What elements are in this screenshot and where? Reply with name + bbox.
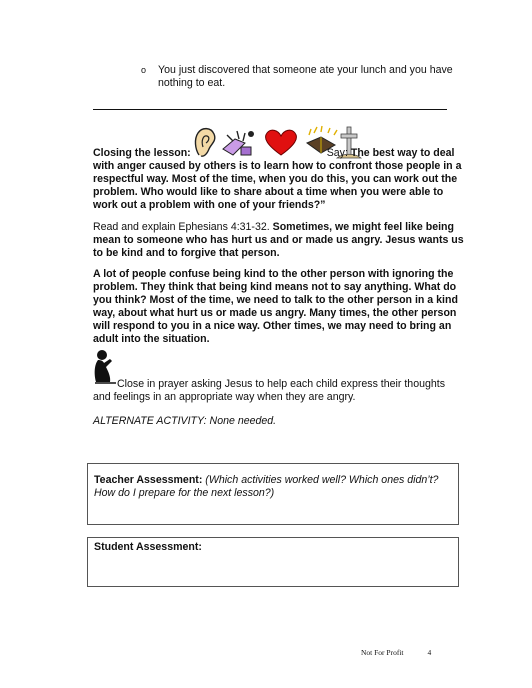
- student-assessment-box[interactable]: [87, 537, 459, 587]
- prayer-text: Close in prayer asking Jesus to help each child express their thoughts and feelings in an appropriate way when they are angry.: [93, 378, 445, 403]
- kindness-paragraph: A lot of people confuse being kind to the other person with ignoring the problem. They think that being kind means not to say anything. What do you think? Most of the time, we need to talk to the other person in a kind way, about what hurt us or made us angry. Many times, the other person will respond to you in a nice way. Other times, we may need to bring an adult into the situation.: [93, 268, 458, 345]
- teacher-assessment-box[interactable]: [87, 463, 459, 525]
- ephesians-text: Sometimes, we might feel like being mean to someone who has hurt us and or made us angry. Jesus wants us to be kind and to forgive that person.: [93, 221, 464, 259]
- teacher-assessment-label: Teacher Assessment:: [94, 474, 203, 486]
- closing-label: Closing the lesson:: [93, 147, 191, 159]
- ephesians-lead: Read and explain Ephesians 4:31-32.: [93, 221, 270, 233]
- closing-text: The best way to deal with anger caused by others is to learn how to confront those people in a respectful way. Most of the time, when you do this, you can work out the problem. Who would like to share about a time when you were able to work out a problem with one of your friends?”: [93, 147, 462, 211]
- scenario-text: You just discovered that someone ate your lunch and you have nothing to eat.: [158, 64, 453, 89]
- footer-text: Not For Profit: [361, 648, 404, 657]
- student-assessment-label: Student Assessment:: [94, 541, 202, 553]
- closing-paragraph: [93, 147, 465, 212]
- alternate-activity: ALTERNATE ACTIVITY: None needed.: [93, 415, 277, 427]
- say-label: Say:: [326, 147, 348, 159]
- prayer-paragraph: [93, 378, 465, 404]
- scenario-bullet: [141, 64, 471, 90]
- bullet-marker: o: [141, 65, 147, 75]
- page-number: 4: [427, 648, 432, 657]
- ephesians-paragraph: [93, 221, 465, 260]
- teacher-assessment-note: (Which activities worked well? Which ones didn’t? How do I prepare for the next lesson?): [94, 474, 439, 499]
- section-divider: [93, 109, 447, 110]
- page-footer: [361, 646, 431, 659]
